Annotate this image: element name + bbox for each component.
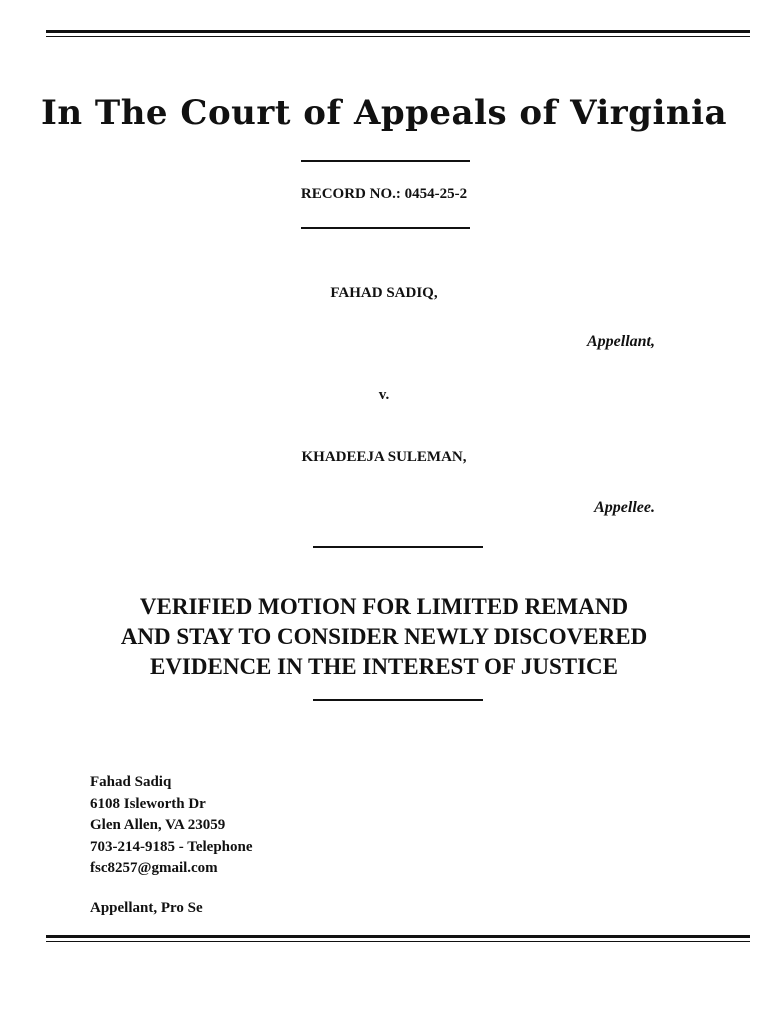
filer-phone: 703-214-9185 - Telephone bbox=[90, 838, 253, 855]
versus-label: v. bbox=[378, 387, 390, 403]
court-title: In The Court of Appeals of Virginia bbox=[40, 93, 728, 133]
motion-title-line-1: VERIFIED MOTION FOR LIMITED REMAND bbox=[139, 594, 629, 619]
bottom-double-rule bbox=[46, 935, 750, 942]
appellee-role: Appellee. bbox=[594, 499, 655, 516]
motion-title-line-2: AND STAY TO CONSIDER NEWLY DISCOVERED bbox=[120, 624, 648, 649]
filer-street: 6108 Isleworth Dr bbox=[90, 795, 206, 812]
motion-title-line-3: EVIDENCE IN THE INTEREST OF JUSTICE bbox=[149, 654, 619, 679]
title-divider bbox=[301, 160, 470, 162]
filer-address-block bbox=[90, 772, 253, 880]
appellant-name: FAHAD SADIQ, bbox=[330, 285, 438, 301]
top-double-rule bbox=[46, 30, 750, 37]
appellee-name: KHADEEJA SULEMAN, bbox=[301, 449, 467, 465]
motion-title bbox=[0, 592, 768, 682]
filer-email: fsc8257@gmail.com bbox=[90, 860, 218, 876]
parties-divider bbox=[313, 546, 483, 548]
filer-city: Glen Allen, VA 23059 bbox=[90, 817, 226, 833]
record-divider bbox=[301, 227, 470, 229]
appellant-role: Appellant, bbox=[586, 333, 655, 350]
motion-divider bbox=[313, 699, 483, 701]
filer-name: Fahad Sadiq bbox=[90, 774, 172, 790]
record-number: RECORD NO.: 0454-25-2 bbox=[300, 186, 468, 202]
filer-signoff: Appellant, Pro Se bbox=[90, 900, 203, 916]
